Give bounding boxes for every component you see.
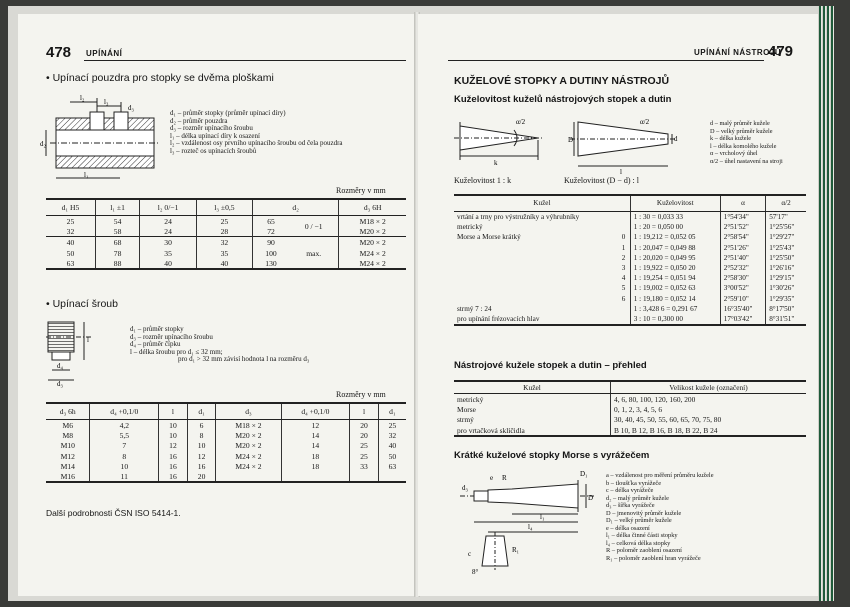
col-header: d₄ +0,1/0 bbox=[90, 403, 159, 420]
table-cell: 1 : 19,922 = 0,050 20 bbox=[630, 263, 720, 273]
overview-table bbox=[454, 380, 806, 437]
legend-line: pro d₁ > 32 mm závisí hodnota l na rozměru d₃ bbox=[178, 355, 310, 364]
table-cell: 1°29'27" bbox=[766, 232, 806, 242]
table-cell: 72 bbox=[252, 226, 289, 237]
table-cell: 40 bbox=[66, 238, 75, 248]
table-cell: 130 bbox=[252, 258, 289, 269]
table-cell: 16 bbox=[187, 461, 216, 471]
table-cell: 4, 6, 80, 100, 120, 160, 200 bbox=[611, 394, 807, 405]
left-page bbox=[18, 14, 416, 596]
table-cell: 28 bbox=[196, 226, 252, 237]
table-cell: 14 bbox=[281, 440, 350, 450]
table-cell bbox=[281, 471, 350, 482]
table-cell: 25 bbox=[350, 440, 379, 450]
table-cell: strmý 7 : 24 bbox=[457, 304, 492, 313]
table-cell: 5,5 bbox=[90, 430, 159, 440]
legend-line: α – vrcholový úhel bbox=[710, 150, 758, 158]
svg-text:k: k bbox=[494, 159, 498, 167]
morse-shank-drawing bbox=[458, 466, 598, 584]
table-cell bbox=[454, 273, 617, 283]
section-title-screw: • Upínací šroub bbox=[46, 298, 118, 310]
table-cell bbox=[378, 471, 406, 482]
table-cell: 25 bbox=[196, 216, 252, 227]
col-header: l bbox=[159, 403, 188, 420]
legend-line: d₂ – malý průměr kužele bbox=[606, 494, 669, 502]
table-cell: 40 bbox=[378, 440, 406, 450]
table-cell: 8 bbox=[90, 451, 159, 461]
col-header: α/2 bbox=[766, 195, 806, 212]
svg-text:d₄: d₄ bbox=[57, 362, 63, 370]
table-cell: 35 bbox=[196, 248, 252, 258]
table-row bbox=[454, 212, 806, 223]
screw-table bbox=[46, 402, 406, 483]
table-cell: 10 bbox=[90, 461, 159, 471]
table-cell: 2°51'40" bbox=[720, 253, 765, 263]
svg-text:d₃: d₃ bbox=[57, 380, 63, 388]
table-cell: metrický bbox=[457, 223, 483, 232]
legend-line: d₃ – šířka vyrážeče bbox=[606, 502, 655, 509]
col-header: Kužel bbox=[454, 381, 611, 394]
table-cell bbox=[454, 243, 617, 253]
svg-text:l₄: l₄ bbox=[528, 523, 533, 531]
section-title-bushings: • Upínací pouzdra pro stopky se dvěma ploškami bbox=[46, 72, 274, 84]
table-row bbox=[454, 294, 806, 304]
table-row bbox=[46, 461, 406, 471]
legend-line: R – poloměr zaoblení osazení bbox=[606, 547, 682, 554]
table-cell: M12 bbox=[60, 451, 75, 461]
table-cell bbox=[350, 471, 379, 482]
table-cell: 6 bbox=[621, 294, 626, 303]
table-cell: 16 bbox=[159, 461, 188, 471]
running-head-right: UPÍNÁNÍ NÁSTROJŮ bbox=[694, 48, 782, 57]
table-cell: 3 bbox=[621, 264, 626, 273]
svg-text:D: D bbox=[568, 136, 574, 144]
page-number-left: 478 bbox=[46, 44, 72, 61]
table-cell: 1 : 19,254 = 0,051 94 bbox=[630, 273, 720, 283]
table-cell: 16 bbox=[159, 471, 188, 482]
table-cell bbox=[617, 212, 630, 223]
bushing-drawing bbox=[40, 92, 160, 182]
table-cell: M20 × 2 bbox=[216, 440, 281, 450]
table-cell: 0 bbox=[621, 233, 626, 242]
table-row bbox=[454, 232, 806, 242]
header-rule-left bbox=[84, 60, 406, 61]
table-cell: 1°54'34" bbox=[720, 212, 765, 223]
svg-text:D: D bbox=[588, 494, 594, 502]
legend-line: d₃ – rozměr upínacího šroubu bbox=[170, 124, 253, 133]
table-cell: M18 × 2 bbox=[339, 216, 406, 227]
legend-line: R₁ – poloměr zaoblení hran vyrážeče bbox=[606, 554, 701, 562]
legend-line: D₁ – velký průměr kužele bbox=[606, 517, 672, 524]
screw-drawing bbox=[42, 316, 122, 386]
table-cell: 4,2 bbox=[90, 420, 159, 431]
legend-line: l – délka komolého kužele bbox=[710, 142, 777, 150]
table-cell: 32 bbox=[378, 430, 406, 440]
table-cell: strmý bbox=[457, 415, 474, 425]
table-cell: 12 bbox=[159, 440, 188, 450]
table-cell: vrtání a trny pro výstružníky a výhrubníky bbox=[457, 213, 580, 221]
table-cell: 6 bbox=[187, 420, 216, 431]
table-cell: M24 × 2 bbox=[216, 451, 281, 461]
table-cell: 78 bbox=[95, 248, 139, 258]
table-cell: 30, 40, 45, 50, 55, 60, 65, 70, 75, 80 bbox=[611, 414, 807, 424]
legend-line: l₁ – délka upínací díry k osazení bbox=[170, 131, 260, 140]
units-note-1: Rozměry v mm bbox=[336, 186, 386, 195]
col-header: d₄ +0,1/0 bbox=[281, 403, 350, 420]
col-header: l₁ ±1 bbox=[95, 199, 139, 216]
taper-drawing-2 bbox=[568, 110, 678, 176]
table-cell: 20 bbox=[187, 471, 216, 482]
table-cell: 33 bbox=[350, 461, 379, 471]
col-header: d₃ bbox=[216, 403, 281, 420]
table-cell: 0, 1, 2, 3, 4, 5, 6 bbox=[611, 404, 807, 414]
table-cell: pro vrtačková sklíčidla bbox=[457, 425, 525, 435]
table-row bbox=[454, 304, 806, 314]
table-cell: 1°26'16" bbox=[766, 263, 806, 273]
page-edges bbox=[818, 6, 834, 601]
table-cell: 25 bbox=[66, 217, 75, 226]
table-cell: 32 bbox=[196, 237, 252, 248]
svg-text:R₁: R₁ bbox=[512, 546, 520, 554]
col-header: d₁ H5 bbox=[46, 199, 95, 216]
table-cell: 2°58'54" bbox=[720, 232, 765, 242]
screw-legend bbox=[130, 326, 400, 364]
table-cell: 7 bbox=[90, 440, 159, 450]
col-header: Kuželovitost bbox=[630, 195, 720, 212]
table-cell: 1°29'15" bbox=[766, 273, 806, 283]
table-cell: 24 bbox=[140, 226, 197, 237]
table-cell: 24 bbox=[140, 216, 197, 227]
table-row bbox=[454, 243, 806, 253]
legend-line: d₁ – průměr stopky (průměr upínací díry) bbox=[170, 109, 286, 117]
units-note-2: Rozměry v mm bbox=[336, 390, 386, 399]
table-cell bbox=[454, 253, 617, 263]
table-cell: 1°29'35" bbox=[766, 294, 806, 304]
svg-text:α/2: α/2 bbox=[640, 118, 650, 126]
table-cell: 100 bbox=[252, 248, 289, 258]
table-cell: M8 bbox=[62, 431, 74, 441]
table-row bbox=[46, 420, 406, 431]
footnote: Další podrobnosti ČSN ISO 5414-1. bbox=[46, 508, 181, 518]
table-cell: 25 bbox=[350, 451, 379, 461]
table-cell: 1 : 30 = 0,033 33 bbox=[630, 212, 720, 223]
table-cell bbox=[454, 294, 617, 304]
table-cell: 2°59'10" bbox=[720, 294, 765, 304]
table-cell: 63 bbox=[378, 461, 406, 471]
col-header: l₃ ±0,5 bbox=[196, 199, 252, 216]
table-cell: 1 : 19,002 = 0,052 63 bbox=[630, 283, 720, 293]
table-cell: M14 bbox=[60, 461, 75, 471]
col-header: d₁ bbox=[378, 403, 406, 420]
table-cell: 58 bbox=[95, 226, 139, 237]
page-title: KUŽELOVÉ STOPKY A DUTINY NÁSTROJŮ bbox=[454, 75, 670, 87]
legend-line: l₂ – vzdálenost osy prvního upínacího šroubu od čela pouzdra bbox=[170, 139, 343, 148]
table-row bbox=[454, 273, 806, 283]
table-cell: pro upínání frézovacích hlav bbox=[457, 315, 540, 324]
legend-line: l₃ – rozteč os upínacích šroubů bbox=[170, 146, 257, 155]
table-row bbox=[46, 258, 406, 269]
table-cell: 2 bbox=[621, 253, 626, 262]
svg-text:l: l bbox=[620, 168, 622, 176]
svg-text:l₂: l₂ bbox=[80, 94, 85, 102]
table-row bbox=[454, 394, 806, 405]
table-cell: Morse bbox=[457, 405, 476, 415]
page-number-right: 479 bbox=[768, 43, 794, 60]
table-cell: 0 / −1 bbox=[304, 222, 323, 232]
table-cell: M20 × 2 bbox=[339, 237, 406, 248]
legend-line: b – tloušťka vyrážeče bbox=[606, 479, 662, 487]
legend-line: d – malý průměr kužele bbox=[710, 120, 770, 127]
table-cell bbox=[617, 304, 630, 314]
table-cell: M6 bbox=[62, 421, 74, 430]
legend-line: α/2 – úhel nastavení na stroji bbox=[710, 157, 783, 165]
subtitle-overview: Nástrojové kužele stopek a dutin – přehled bbox=[454, 360, 647, 371]
table-cell: 18 bbox=[281, 451, 350, 461]
running-head-left: UPÍNÁNÍ bbox=[86, 49, 123, 58]
table-cell: max. bbox=[306, 248, 322, 258]
svg-text:e: e bbox=[490, 474, 494, 482]
table-row bbox=[454, 314, 806, 325]
table-cell: Morse a Morse krátký bbox=[457, 233, 521, 242]
table-cell: 20 bbox=[350, 430, 379, 440]
table-cell: 1 bbox=[621, 243, 626, 252]
legend-line: c – délka vyrážeče bbox=[606, 487, 654, 494]
table-cell: 16°35'40" bbox=[720, 304, 765, 314]
table-cell: 1 : 20,020 = 0,049 95 bbox=[630, 253, 720, 263]
table-cell: 35 bbox=[140, 248, 197, 258]
table-cell: 2°58'30" bbox=[720, 273, 765, 283]
table-cell: 10 bbox=[187, 440, 216, 450]
table-cell bbox=[454, 283, 617, 293]
table-row bbox=[46, 440, 406, 450]
svg-text:d: d bbox=[674, 135, 678, 143]
table-cell: 3 : 10 = 0,300 00 bbox=[630, 314, 720, 325]
legend-line: d₄ – průměr čípku bbox=[130, 340, 181, 349]
table-cell: M24 × 2 bbox=[339, 258, 406, 269]
table-cell: 88 bbox=[95, 258, 139, 269]
col-header: l bbox=[350, 403, 379, 420]
table-cell: 68 bbox=[95, 237, 139, 248]
caption-1k: Kuželovitost 1 : k bbox=[454, 176, 512, 185]
table-cell: 8°31'51" bbox=[766, 314, 806, 325]
table-cell: 12 bbox=[281, 420, 350, 431]
table-cell: 40 bbox=[140, 258, 197, 269]
table-row bbox=[454, 283, 806, 293]
table-cell: 63 bbox=[66, 258, 75, 268]
table-row bbox=[46, 471, 406, 482]
right-page bbox=[418, 14, 824, 596]
table-cell: 11 bbox=[90, 471, 159, 482]
book-spread bbox=[8, 6, 834, 601]
table-row bbox=[46, 226, 406, 237]
legend-line: d₂ – průměr pouzdra bbox=[170, 116, 228, 125]
bushing-legend bbox=[170, 110, 400, 156]
table-cell: M20 × 2 bbox=[216, 430, 281, 440]
svg-text:d₃: d₃ bbox=[128, 104, 134, 112]
table-cell: 16 bbox=[159, 451, 188, 461]
table-cell: M18 × 2 bbox=[216, 420, 281, 431]
table-cell: 32 bbox=[66, 227, 75, 237]
col-header: α bbox=[720, 195, 765, 212]
table-cell: 10 bbox=[159, 430, 188, 440]
header-rule-right bbox=[448, 60, 764, 61]
svg-text:l₃: l₃ bbox=[104, 98, 109, 106]
table-cell: 30 bbox=[140, 237, 197, 248]
table-cell: 1 : 19,180 = 0,052 14 bbox=[630, 294, 720, 304]
legend-line: l – délka šroubu pro d₁ ≤ 32 mm; bbox=[130, 347, 223, 356]
table-row bbox=[454, 404, 806, 414]
col-header: d₁ bbox=[187, 403, 216, 420]
svg-text:R: R bbox=[502, 474, 507, 482]
table-row bbox=[46, 430, 406, 440]
table-row bbox=[454, 253, 806, 263]
svg-text:l₁: l₁ bbox=[84, 171, 89, 179]
taper-drawing-1 bbox=[454, 112, 546, 172]
legend-line: a – vzdálenost pro měření průměru kužele bbox=[606, 472, 714, 479]
legend-line: d₁ – průměr stopky bbox=[130, 325, 184, 333]
table-cell: 8 bbox=[187, 430, 216, 440]
table-cell bbox=[216, 471, 281, 482]
col-header: Kužel bbox=[454, 195, 630, 212]
table-cell: 8°17'50" bbox=[766, 304, 806, 314]
table-cell: 57'17" bbox=[766, 212, 806, 223]
table-cell: 2°52'32" bbox=[720, 263, 765, 273]
legend-line: l₄ – celková délka stopky bbox=[606, 539, 671, 547]
table-cell: M24 × 2 bbox=[339, 248, 406, 258]
table-cell: 25 bbox=[378, 420, 406, 431]
table-cell: 10 bbox=[159, 420, 188, 431]
table-cell: 20 bbox=[350, 420, 379, 431]
subtitle-taper-ratio: Kuželovitost kuželů nástrojových stopek a dutin bbox=[454, 94, 672, 105]
table-cell: 12 bbox=[187, 451, 216, 461]
table-cell bbox=[617, 222, 630, 232]
legend-line: k – délka kužele bbox=[710, 135, 752, 143]
legend-line: D – jmenovitý průměr kužele bbox=[606, 509, 682, 517]
table-row bbox=[46, 216, 406, 227]
table-cell: 1 : 20,047 = 0,049 88 bbox=[630, 243, 720, 253]
svg-text:d₃: d₃ bbox=[462, 484, 468, 492]
table-cell: M16 bbox=[60, 472, 75, 482]
table-cell: 1 : 19,212 = 0,052 05 bbox=[630, 232, 720, 242]
col-header: d₃ 6H bbox=[339, 199, 406, 216]
table-cell: 90 bbox=[252, 237, 289, 248]
table-row bbox=[454, 425, 806, 436]
svg-text:α/2: α/2 bbox=[516, 118, 526, 126]
table-cell: 54 bbox=[95, 216, 139, 227]
table-cell: 1°25'56" bbox=[766, 222, 806, 232]
legend-line: e – délka osazení bbox=[606, 524, 650, 532]
table-cell: 5 bbox=[621, 284, 626, 293]
svg-text:l: l bbox=[87, 336, 89, 344]
table-cell: metrický bbox=[457, 395, 484, 404]
caption-Dd-l: Kuželovitost (D − d) : l bbox=[564, 176, 639, 185]
svg-text:D₁: D₁ bbox=[580, 470, 588, 478]
taper-table bbox=[454, 194, 806, 326]
legend-line: d₃ – rozměr upínacího šroubu bbox=[130, 332, 213, 341]
table-cell bbox=[454, 263, 617, 273]
table-row bbox=[454, 414, 806, 424]
table-cell: 1 : 20 = 0,050 00 bbox=[630, 222, 720, 232]
table-cell: 1 : 3,428 6 = 0,291 67 bbox=[630, 304, 720, 314]
table-cell: 14 bbox=[281, 430, 350, 440]
table-cell bbox=[617, 314, 630, 325]
svg-text:l₁: l₁ bbox=[540, 513, 545, 521]
table-cell: 50 bbox=[66, 248, 75, 258]
table-cell: 1°30'26" bbox=[766, 283, 806, 293]
svg-text:8°: 8° bbox=[472, 568, 479, 576]
col-header: d₃ 6h bbox=[46, 403, 90, 420]
table-cell: 3°00'52" bbox=[720, 283, 765, 293]
table-cell: 2°51'52" bbox=[720, 222, 765, 232]
table-cell: 1°25'50" bbox=[766, 253, 806, 263]
table-cell: 4 bbox=[621, 274, 626, 283]
table-cell: M10 bbox=[60, 441, 75, 451]
bushing-table bbox=[46, 198, 406, 270]
table-cell: 65 bbox=[252, 216, 289, 227]
table-row bbox=[46, 237, 406, 248]
morse-legend bbox=[606, 472, 816, 562]
table-cell: 40 bbox=[196, 258, 252, 269]
svg-text:c: c bbox=[468, 550, 472, 558]
table-cell: B 10, B 12, B 16, B 18, B 22, B 24 bbox=[611, 425, 807, 436]
table-row bbox=[454, 222, 806, 232]
table-cell: 18 bbox=[281, 461, 350, 471]
table-row bbox=[454, 263, 806, 273]
svg-text:d₂: d₂ bbox=[40, 140, 46, 148]
table-cell: 1°25'43" bbox=[766, 243, 806, 253]
table-cell: M20 × 2 bbox=[339, 226, 406, 237]
taper-legend bbox=[710, 120, 820, 166]
legend-line: l₁ – délka činné části stopky bbox=[606, 532, 678, 539]
table-cell: 2°51'26" bbox=[720, 243, 765, 253]
col-header: d₂ bbox=[252, 199, 338, 216]
table-cell: M24 × 2 bbox=[216, 461, 281, 471]
table-cell: 50 bbox=[378, 451, 406, 461]
col-header: Velikost kužele (označení) bbox=[611, 381, 807, 394]
table-row bbox=[46, 451, 406, 461]
subtitle-morse-short: Krátké kuželové stopky Morse s vyrážečem bbox=[454, 450, 650, 461]
table-row bbox=[46, 248, 406, 258]
legend-line: D – velký průměr kužele bbox=[710, 127, 773, 135]
table-cell: 17°03'42" bbox=[720, 314, 765, 325]
col-header: l₂ 0/−1 bbox=[140, 199, 197, 216]
